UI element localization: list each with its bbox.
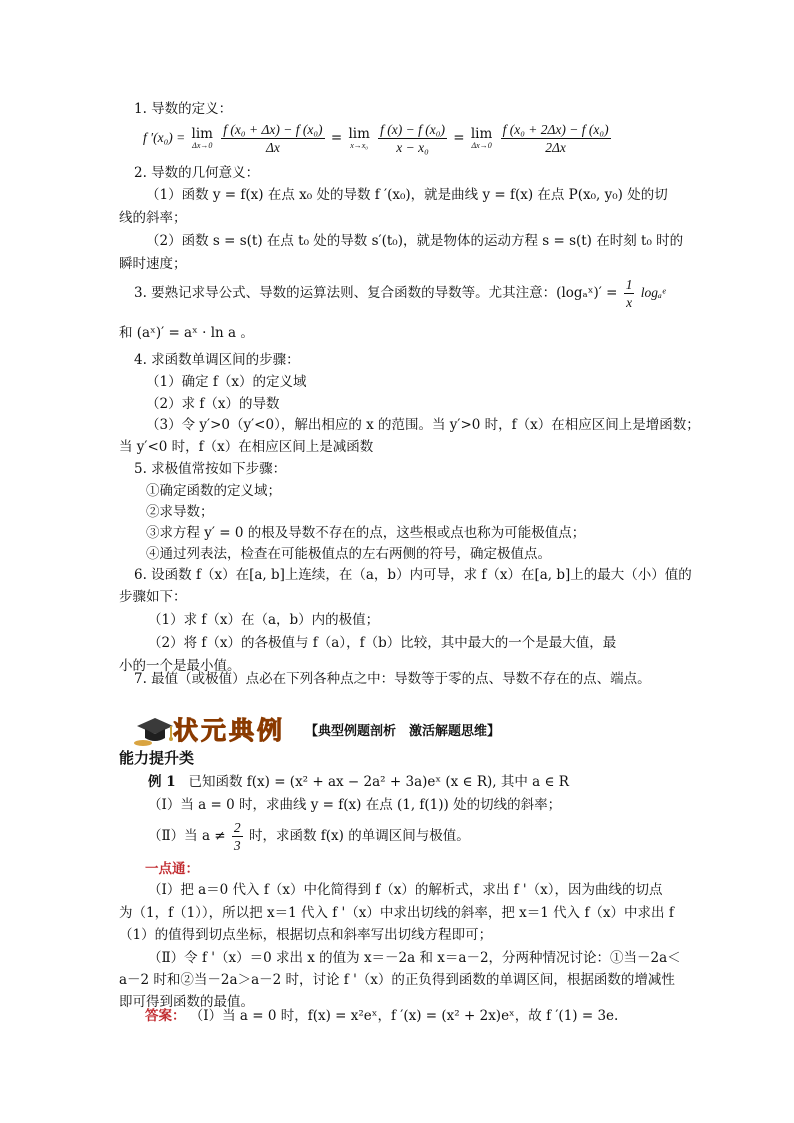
example-part1: （Ⅰ）当 a = 0 时，求曲线 y = f(x) 在点 (1, f(1)) 处的切线的斜率；: [148, 797, 562, 813]
derivative-definition-formula: f ′(x₀) = lim Δx→0 $\frac{\text{f (x₀ + Δx) − f (x₀)}}{\Delta x}$ = lim x→x₀ $\frac{\text{f (x) − f (x₀)}}{\text{x − x₀}}$ = lim Δx→0 $\frac{\text{f (x₀ + 2Δx) − f (x₀)}}{2\Delta x}$: [143, 122, 609, 155]
s4-step3b: 当 y′<0 时，f（x）在相应区间上是减函数: [119, 439, 374, 455]
s7-line1: 7. 最值（或极值）点必在下列各种点之中：导数等于零的点、导数不存在的点、端点。: [134, 671, 651, 687]
fraction-1: $\frac{\text{f (x₀ + Δx) − f (x₀)}}{\Delta x}$: [223, 122, 323, 155]
limit-2: lim x→x₀: [348, 126, 370, 150]
s3-line1: 3. 要熟记求导公式、导数的运算法则、复合函数的导数等。尤其注意：(logₐˣ)′ = $\frac{1}{x}$ logₐᵉ: [134, 277, 666, 310]
s2-line3: （2）函数 s = s(t) 在点 t₀ 处的导数 s′(t₀)，就是物体的运动方程 s = s(t) 在时刻 t₀ 时的: [146, 233, 684, 249]
s6-line2: 步骤如下：: [119, 589, 187, 605]
s4-step1: （1）确定 f（x）的定义域: [146, 374, 307, 390]
s6-step2: （2）将 f（x）的各极值与 f（a），f（b）比较，其中最大的一个是最大值，最: [148, 635, 617, 651]
example-stem: 例 1 已知函数 f(x) = (x² + ax − 2a² + 3a)eˣ (x ∈ R), 其中 a ∈ R: [148, 774, 569, 790]
hint-p2b: a－2 时和②当－2a＞a－2 时，讨论 f '（x）的正负得到函数的单调区间，根据函数的增减性: [119, 972, 675, 988]
hint-p1b: 为（1，f（1）），所以把 x＝1 代入 f '（x）中求出切线的斜率，把 x＝1 代入 f（x）中求出 f: [119, 905, 674, 921]
section-title: 能力提升类: [119, 749, 195, 767]
limit-3: lim Δx→0: [470, 126, 493, 150]
limit-1: lim Δx→0: [191, 126, 213, 150]
graduation-cap-icon: [133, 714, 177, 748]
s3-fraction: $\frac{1}{x}$: [625, 277, 633, 310]
s6-line1: 6. 设函数 f（x）在[a, b]上连续，在（a，b）内可导，求 f（x）在[a, b]上的最大（小）值的: [134, 567, 692, 583]
s2-line1: （1）函数 y = f(x) 在点 x₀ 处的导数 f ′(x₀)，就是曲线 y = f(x) 在点 P(x₀, y₀) 处的切: [146, 187, 668, 203]
s6-step1: （1）求 f（x）在（a，b）内的极值；: [148, 612, 380, 628]
s5-step4: ④通过列表法，检查在可能极值点的左右两侧的符号，确定极值点。: [146, 546, 551, 562]
s4-step2: （2）求 f（x）的导数: [146, 396, 280, 412]
hint-p2c: 即可得到函数的最值。: [119, 994, 254, 1010]
example-part2: （Ⅱ）当 a ≠ $\frac{2}{3}$ 时，求函数 f(x) 的单调区间与极值。: [148, 820, 470, 853]
formula-prefix: f ′(x₀) =: [143, 130, 186, 145]
banner-title: 状元典例: [173, 716, 286, 745]
s3-line2: 和 (aˣ)′ = aˣ · ln a 。: [119, 325, 254, 341]
hint-p1a: （Ⅰ）把 a＝0 代入 f（x）中化简得到 f（x）的解析式，求出 f '（x），因为曲线的切点: [148, 882, 663, 898]
fraction-2: $\frac{\text{f (x) − f (x₀)}}{\text{x − x₀}}$: [380, 122, 445, 155]
s2-line4: 瞬时速度；: [119, 256, 187, 272]
hint-label: 一点通：: [145, 861, 199, 877]
s2-line2: 线的斜率；: [119, 210, 187, 226]
example-banner: [133, 714, 533, 748]
two-thirds-fraction: $\frac{2}{3}$: [233, 820, 241, 853]
s6-step3: 小的一个是最小值。: [119, 658, 241, 674]
fraction-3: $\frac{\text{f (x₀ + 2Δx) − f (x₀)}}{2\Delta x}$: [502, 122, 609, 155]
answer-text: （I）当 a = 0 时，f(x) = x²eˣ，f ′(x) = (x² + 2x)eˣ，故 f ′(1) = 3e.: [189, 1008, 619, 1024]
s1-title: 1. 导数的定义：: [134, 101, 233, 117]
s4-title: 4. 求函数单调区间的步骤：: [134, 352, 300, 368]
s4-step3a: （3）令 y′>0（y′<0），解出相应的 x 的范围。当 y′>0 时，f（x）在相应区间上是增函数；: [146, 417, 700, 433]
s5-step3: ③求方程 y′ = 0 的根及导数不存在的点，这些根或点也称为可能极值点；: [146, 525, 586, 541]
banner-subtitle: 【典型例题剖析 激活解题思维】: [305, 724, 501, 739]
answer-label: 答案：: [145, 1008, 186, 1024]
hint-p1c: （1）的值得到切点坐标，根据切点和斜率写出切线方程即可；: [119, 927, 493, 943]
answer: [145, 1007, 618, 1025]
s5-step1: ①确定函数的定义域；: [146, 483, 281, 499]
s5-title: 5. 求极值常按如下步骤：: [134, 461, 287, 477]
example-label: 例 1: [148, 774, 176, 790]
hint-p2a: （Ⅱ）令 f '（x）＝0 求出 x 的值为 x＝－2a 和 x＝a－2，分两种情况讨论：①当－2a＜: [148, 950, 681, 966]
s5-step2: ②求导数；: [146, 504, 214, 520]
s2-title: 2. 导数的几何意义：: [134, 165, 260, 181]
